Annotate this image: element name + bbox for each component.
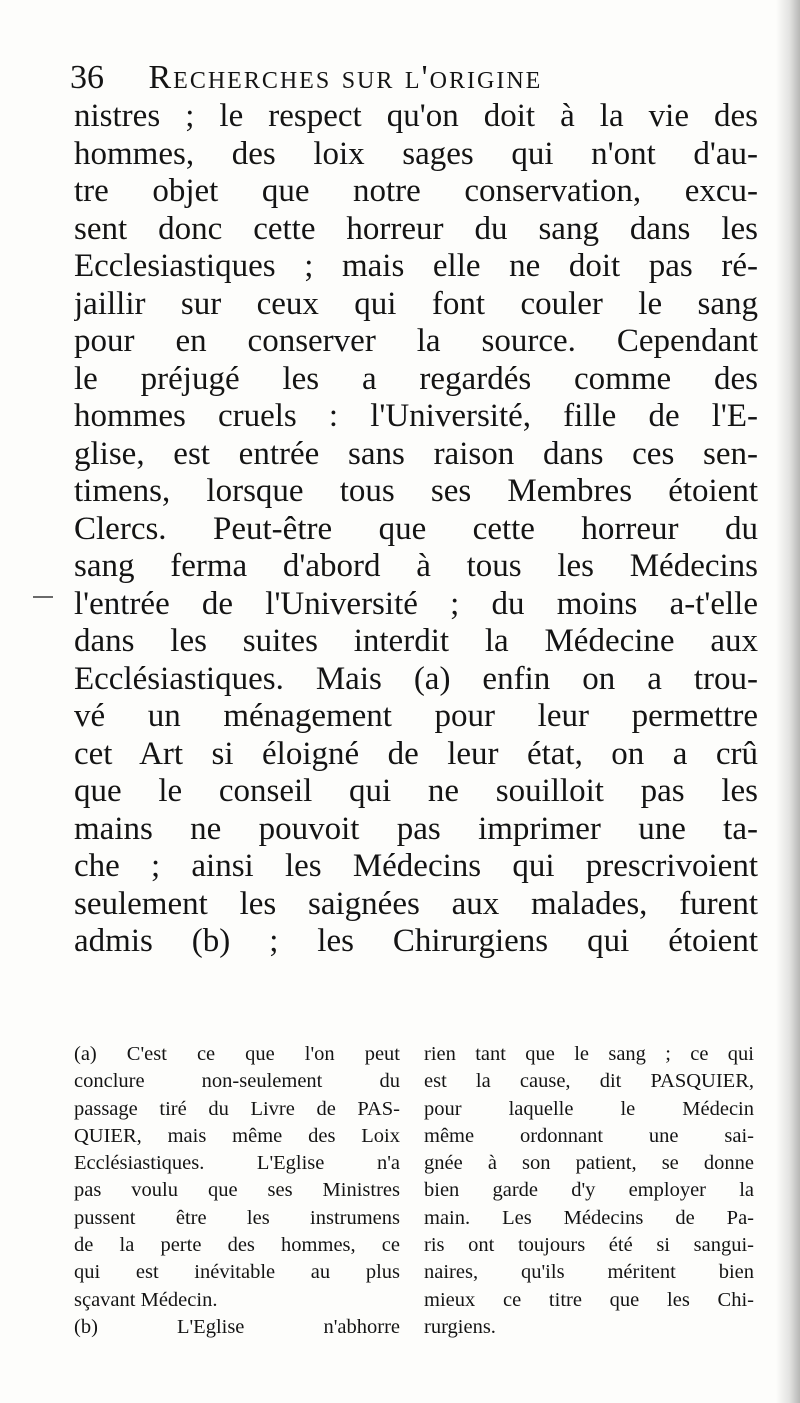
- footnote-line: main. Les Médecins de Pa-: [424, 1206, 754, 1229]
- body-line: Ecclésiastiques. Mais (a) enfin on a trou-: [74, 660, 758, 697]
- footnote-column-left: [74, 1041, 400, 1341]
- running-title: Recherches sur l'origine: [148, 59, 543, 96]
- footnote-line: pussent être les instrumens: [74, 1206, 400, 1229]
- body-line: hommes cruels : l'Université, fille de l'E-: [74, 398, 758, 434]
- body-line: l'entrée de l'Université ; du moins a-t'elle: [74, 585, 758, 622]
- footnote-line: même ordonnant une sai-: [424, 1124, 754, 1147]
- body-line: Ecclesiastiques ; mais elle ne doit pas ré-: [74, 248, 758, 284]
- margin-mark: [33, 596, 53, 598]
- body-line: che ; ainsi les Médecins qui prescrivoient: [74, 848, 758, 884]
- footnote-line: (a) C'est ce que l'on peut: [74, 1043, 400, 1065]
- body-line: mains ne pouvoit pas imprimer une ta-: [74, 810, 758, 847]
- body-line: glise, est entrée sans raison dans ces sen-: [74, 435, 758, 472]
- body-line: sent donc cette horreur du sang dans les: [74, 210, 758, 247]
- body-line: sang ferma d'abord à tous les Médecins: [74, 548, 758, 584]
- body-line: admis (b) ; les Chirurgiens qui étoient: [74, 923, 758, 959]
- footnote-line: passage tiré du Livre de PAS-: [74, 1097, 400, 1120]
- footnote-line: Ecclésiastiques. L'Eglise n'a: [74, 1152, 400, 1175]
- footnote-line: qui est inévitable au plus: [74, 1261, 400, 1284]
- footnote-line: sçavant Médecin.: [74, 1288, 218, 1311]
- body-line: vé un ménagement pour leur permettre: [74, 698, 758, 734]
- footnote-line: mieux ce titre que les Chi-: [424, 1288, 754, 1311]
- body-line: que le conseil qui ne souilloit pas les: [74, 773, 758, 809]
- body-line: seulement les saignées aux malades, furent: [74, 885, 758, 922]
- body-line: hommes, des loix sages qui n'ont d'au-: [74, 135, 758, 172]
- body-line: pour en conserver la source. Cependant: [74, 323, 758, 359]
- footnote-line: conclure non-seulement du: [74, 1070, 400, 1093]
- footnote-line: (b) L'Eglise n'abhorre: [74, 1315, 400, 1338]
- body-line: cet Art si éloigné de leur état, on a crû: [74, 735, 758, 772]
- footnote-line: pour laquelle le Médecin: [424, 1097, 754, 1120]
- body-line: Clercs. Peut-être que cette horreur du: [74, 510, 758, 547]
- page-gutter-shadow: [776, 0, 800, 1403]
- body-text: [74, 98, 758, 961]
- footnote-line: de la perte des hommes, ce: [74, 1234, 400, 1257]
- body-line: jaillir sur ceux qui font couler le sang: [74, 285, 758, 322]
- body-line: dans les suites interdit la Médecine aux: [74, 623, 758, 659]
- body-line: le préjugé les a regardés comme des: [74, 360, 758, 397]
- footnote-line: naires, qu'ils méritent bien: [424, 1261, 754, 1284]
- footnote-line: pas voulu que ses Ministres: [74, 1179, 400, 1202]
- footnote-column-right: [424, 1041, 754, 1341]
- footnote-line: rien tant que le sang ; ce qui: [424, 1043, 754, 1065]
- footnote-line: est la cause, dit PASQUIER,: [424, 1070, 754, 1093]
- footnote-line: rurgiens.: [424, 1315, 496, 1338]
- footnote-line: bien garde d'y employer la: [424, 1179, 754, 1202]
- footnote-line: ris ont toujours été si sangui-: [424, 1234, 754, 1257]
- page-number: 36: [70, 59, 104, 96]
- footnote-line: gnée à son patient, se donne: [424, 1152, 754, 1175]
- body-line: nistres ; le respect qu'on doit à la vie des: [74, 98, 758, 134]
- running-head: [70, 52, 760, 104]
- body-line: timens, lorsque tous ses Membres étoient: [74, 473, 758, 509]
- body-line: tre objet que notre conservation, excu-: [74, 173, 758, 209]
- footnote-line: QUIER, mais même des Loix: [74, 1124, 400, 1147]
